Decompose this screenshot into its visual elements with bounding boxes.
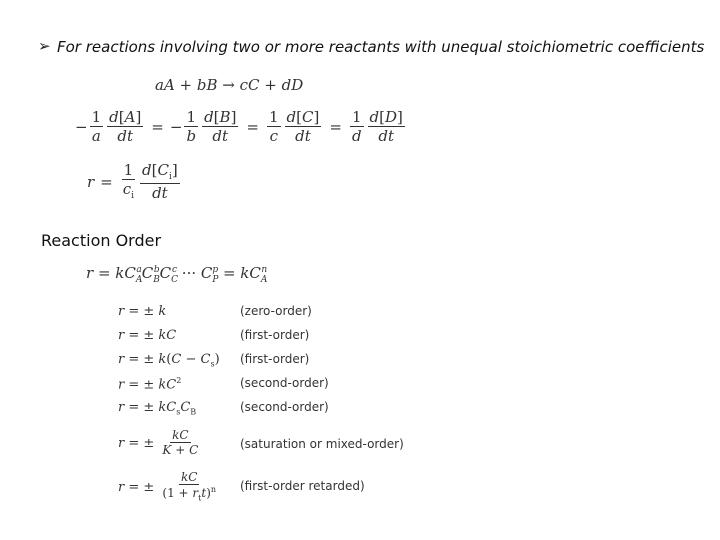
- order-row-second-mixed: [118, 400, 438, 420]
- order-row-retarded: [118, 470, 438, 510]
- order-expr: r = ± $\frac{kC}{(1 + r_tt)^n}$: [118, 470, 217, 503]
- order-row-second: [118, 376, 438, 396]
- order-label: (first-order): [240, 352, 310, 366]
- rate-definition: r = $\frac{1}{c_i}$ $\frac{d[C_i]}{dt}$: [87, 161, 178, 202]
- order-row-saturation: [118, 428, 438, 468]
- order-label: (second-order): [240, 376, 329, 390]
- order-row-first: [118, 328, 438, 348]
- order-expr: r = ± $kC^2$: [118, 376, 182, 393]
- order-label: (saturation or mixed-order): [240, 437, 404, 451]
- order-label: (first-order retarded): [240, 479, 365, 493]
- order-label: (second-order): [240, 400, 329, 414]
- rate-law-general: $r = kC_A^aC_B^bC_C^c$ ··· $C_P^p = kC_A^n$: [86, 264, 268, 285]
- order-expr: r = ± $k(C - C_s)$: [118, 352, 220, 369]
- intro-heading: For reactions involving two or more reactants with unequal stoichiometric coefficients: [57, 38, 705, 56]
- reaction-equation: aA + bB → cC + dD: [155, 76, 304, 94]
- order-expr: r = ± $\frac{kC}{K + C}$: [118, 428, 199, 458]
- order-expr: r = ± k: [118, 304, 167, 319]
- section-title-reaction-order: Reaction Order: [41, 231, 162, 250]
- order-row-zero: [118, 304, 438, 324]
- order-label: (zero-order): [240, 304, 312, 318]
- order-expr: r = ± kC: [118, 328, 177, 343]
- bullet-arrow-icon: ➢: [38, 37, 51, 55]
- order-row-first-offset: [118, 352, 438, 372]
- order-label: (first-order): [240, 328, 310, 342]
- rate-equality: − $\frac{1}{a}$ $\frac{d[A]}{dt}$ = − $\frac{1}{b}$ $\frac{d[B]}{dt}$ = $\frac{1}{c}$ $\frac{d[C]}{dt}$ = $\frac{1}{d}$ $\frac{d[D]}{dt}$: [75, 108, 403, 145]
- order-expr: r = ± $kC_sC_B$: [118, 400, 197, 417]
